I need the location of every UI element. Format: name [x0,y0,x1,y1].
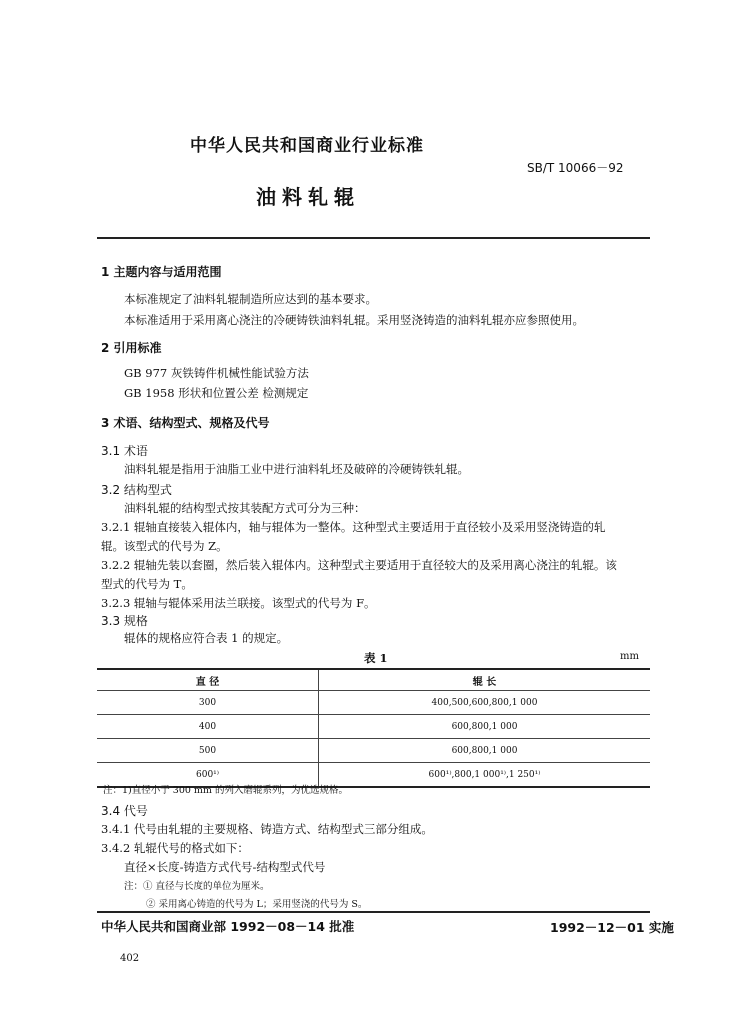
cell-diameter: 300 [97,691,319,715]
table-row [97,715,650,739]
section-3-1-paragraph: 油料轧辊是指用于油脂工业中进行油料轧坯及破碎的冷硬铸铁轧辊。 [124,462,469,476]
table-row [97,691,650,715]
footer-rule [97,911,650,913]
section-2-title: 2 引用标准 [101,341,162,355]
code-format: 直径×长度-铸造方式代号-结构型式代号 [124,860,326,874]
section-3-2-1-line-2: 辊。该型式的代号为 Z。 [101,539,228,553]
section-3-4-2: 3.4.2 轧辊代号的格式如下： [101,841,249,855]
table-header-row [97,669,650,691]
section-3-2-2-line-2: 型式的代号为 T。 [101,577,193,591]
table-note: 注：1)直径小于 300 mm 的列入磨辊系列，为优选规格。 [103,785,348,796]
reference-gb1958: GB 1958 形状和位置公差 检测规定 [124,386,309,400]
section-3-2-3: 3.2.3 辊轴与辊体采用法兰联接。该型式的代号为 F。 [101,596,376,610]
header-length: 辊 长 [472,676,497,688]
section-3-title: 3 术语、结构型式、规格及代号 [101,416,270,430]
approval-line: 中华人民共和国商业部 1992－08－14 批准 [101,919,355,934]
table-unit: mm [620,651,639,662]
header-rule [97,237,650,239]
table-row [97,739,650,763]
cell-diameter: 600¹⁾ [97,763,319,788]
section-3-2-2-line-1: 3.2.2 辊轴先装以套圈，然后装入辊体内。这种型式主要适用于直径较大的及采用离心浇注的轧辊。该 [101,558,617,572]
table-caption: 表 1 [364,651,388,665]
header-diameter: 直 径 [97,669,319,691]
reference-gb977: GB 977 灰铁铸件机械性能试验方法 [124,366,309,380]
spec-table [97,668,650,788]
section-3-4-heading: 3.4 代号 [101,804,148,818]
section-3-4-1: 3.4.1 代号由轧辊的主要规格、铸造方式、结构型式三部分组成。 [101,822,433,836]
effective-date: 1992－12－01 实施 [550,920,674,935]
section-3-2-heading: 3.2 结构型式 [101,483,172,497]
section-1-paragraph-2: 本标准适用于采用离心浇注的冷硬铸铁油料轧辊。采用竖浇铸造的油料轧辊亦应参照使用。 [124,313,584,327]
note-1: 注：① 直径与长度的单位为厘米。 [124,881,270,892]
section-3-1-heading: 3.1 术语 [101,444,148,458]
cell-length: 400,500,600,800,1 000 [431,697,538,708]
cell-diameter: 500 [97,739,319,763]
standard-code: SB/T 10066－92 [527,161,624,175]
section-1-paragraph-1: 本标准规定了油料轧辊制造所应达到的基本要求。 [124,292,377,306]
section-3-2-1-line-1: 3.2.1 辊轴直接装入辊体内，轴与辊体为一整体。这种型式主要适用于直径较小及采用竖浇铸造的轧 [101,520,606,534]
note-2: ② 采用离心铸造的代号为 L；采用竖浇的代号为 S。 [146,899,368,910]
section-3-3-paragraph: 辊体的规格应符合表 1 的规定。 [124,631,289,645]
section-1-title: 1 主题内容与适用范围 [101,265,222,279]
section-3-2-paragraph: 油料轧辊的结构型式按其装配方式可分为三种： [124,501,366,515]
cell-diameter: 400 [97,715,319,739]
page-number: 402 [120,953,140,964]
standard-title: 油料轧辊 [256,185,360,209]
cell-length: 600¹⁾,800,1 000¹⁾,1 250¹⁾ [428,769,541,780]
org-title: 中华人民共和国商业行业标准 [190,136,424,156]
cell-length: 600,800,1 000 [451,721,518,732]
section-3-3-heading: 3.3 规格 [101,614,148,628]
cell-length: 600,800,1 000 [451,745,518,756]
